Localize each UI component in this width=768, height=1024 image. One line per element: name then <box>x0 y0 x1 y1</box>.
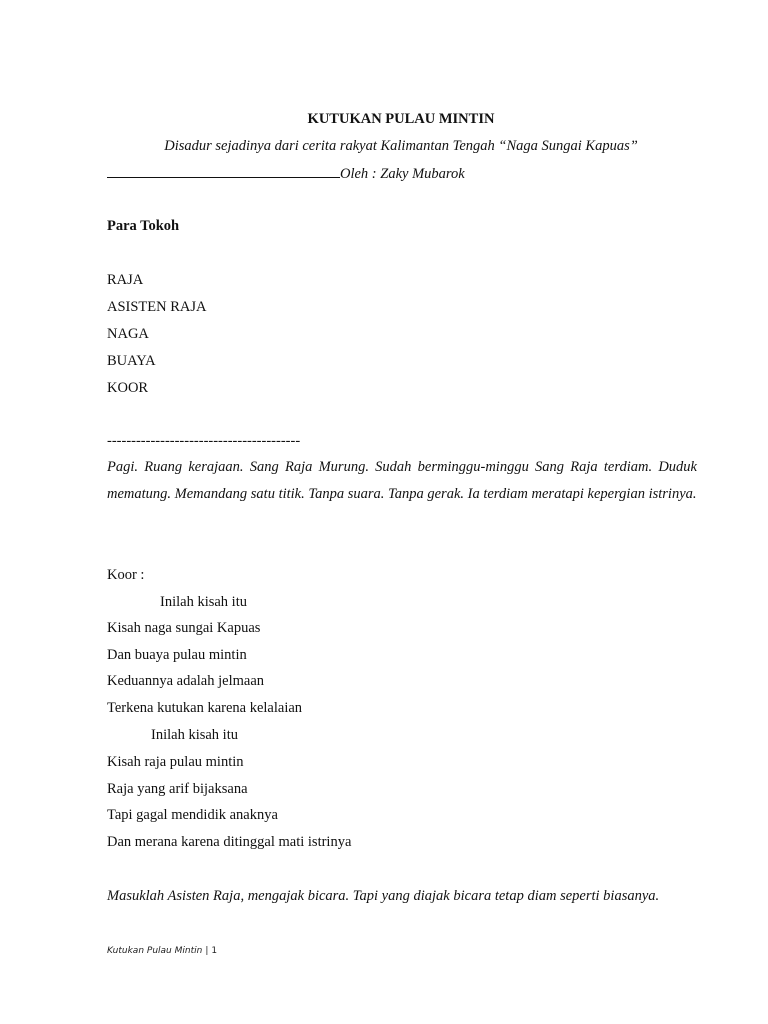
page-footer <box>107 946 217 956</box>
koor-line: Keduannya adalah jelmaan <box>107 673 265 689</box>
footer-title: Kutukan Pulau Mintin <box>107 946 203 956</box>
stage-direction-entrance: Masuklah Asisten Raja, mengajak bicara. Tapi yang diajak bicara tetap diam seperti biasanya. <box>107 888 660 904</box>
page-number: 1 <box>211 946 218 956</box>
koor-line: Inilah kisah itu <box>160 594 247 610</box>
document-subtitle: Disadur sejadinya dari cerita rakyat Kalimantan Tengah “Naga Sungai Kapuas” <box>164 138 638 154</box>
document-title: KUTUKAN PULAU MINTIN <box>307 111 495 127</box>
koor-label: Koor : <box>107 567 145 583</box>
cast-item-asisten-raja: ASISTEN RAJA <box>107 299 207 315</box>
author-name: Oleh : Zaky Mubarok <box>340 166 465 182</box>
footer-separator: | <box>205 946 209 956</box>
cast-item-koor: KOOR <box>107 380 149 396</box>
koor-line: Dan merana karena ditinggal mati istrinya <box>107 834 352 850</box>
koor-line: Inilah kisah itu <box>151 727 238 743</box>
koor-line: Tapi gagal mendidik anaknya <box>107 807 278 823</box>
section-divider: ---------------------------------------- <box>107 433 301 449</box>
cast-item-buaya: BUAYA <box>107 353 156 369</box>
koor-line: Kisah naga sungai Kapuas <box>107 620 261 636</box>
author-line <box>107 164 465 183</box>
cast-item-raja: RAJA <box>107 272 144 288</box>
koor-line: Terkena kutukan karena kelalaian <box>107 700 303 716</box>
stage-direction-opening: Pagi. Ruang kerajaan. Sang Raja Murung. Sudah berminggu-minggu Sang Raja terdiam. Duduk mematung. Memandang satu titik. Tanpa suara. Tanpa gerak. Ia terdiam meratapi kepergian istrinya. <box>107 459 697 502</box>
author-underline <box>107 164 340 178</box>
koor-line: Raja yang arif bijaksana <box>107 781 248 797</box>
koor-line: Kisah raja pulau mintin <box>107 754 244 770</box>
cast-item-naga: NAGA <box>107 326 149 342</box>
cast-heading: Para Tokoh <box>107 218 180 234</box>
koor-line: Dan buaya pulau mintin <box>107 647 247 663</box>
